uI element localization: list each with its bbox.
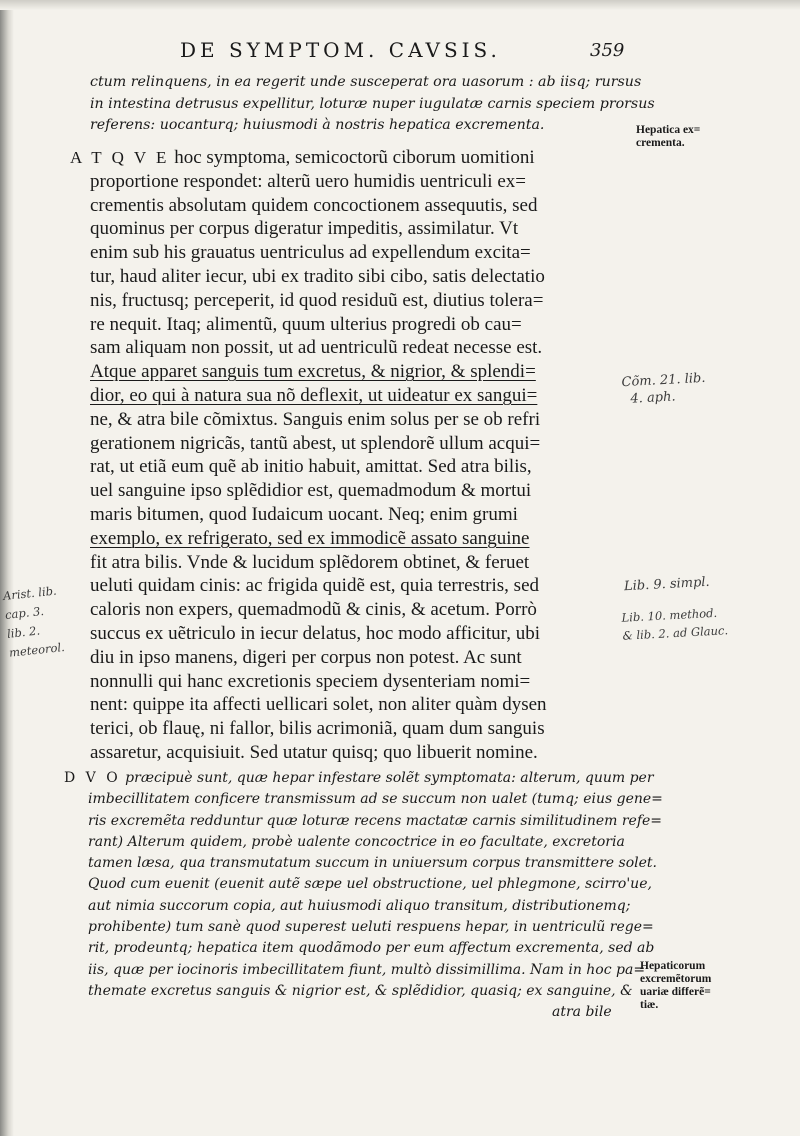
- text-line: ueluti quidam cinis: ac frigida quidẽ est, quia terrestris, sed: [90, 575, 540, 597]
- line-text: hoc symptoma, semicoctorũ ciborum uomitioni: [174, 147, 535, 168]
- margin-note-hepatica: [636, 124, 700, 150]
- margin-line: tiæ.: [640, 999, 659, 1011]
- text-line: [70, 146, 547, 170]
- text-line-underlined: Atque apparet sanguis tum excretus, & nigrior, & splendi=: [90, 361, 536, 383]
- margin-line: excremẽtorum: [640, 973, 712, 985]
- text-line: atra bile: [552, 1004, 612, 1021]
- text-line: diu in ipso manens, digeri per corpus non potest. Ac sunt: [90, 646, 522, 668]
- handwritten-line: Lib. 10. method.: [621, 605, 718, 625]
- text-line: assaretur, acquisiuit. Sed utatur quisq; quo libuerit nomine.: [90, 741, 538, 763]
- handwritten-note-right-2: [624, 574, 710, 595]
- text-line: sam aliquam non possit, ut ad uentriculũ redeat necesse est.: [90, 337, 543, 359]
- handwritten-line: Lib. 9. simpl.: [623, 574, 711, 595]
- text-line: quominus per corpus digeratur impeditis, assimilatur. Vt: [90, 218, 519, 240]
- text-line: nent: quippe ita affecti uellicari solet, non aliter quàm dysen: [90, 694, 547, 716]
- initial-words: A T Q V E: [70, 148, 170, 167]
- text-line: tamen læsa, qua transmutatum succum in uniuersum corpus transmittere solet.: [88, 855, 657, 872]
- running-head: DE SYMPTOM. CAVSIS.: [180, 38, 501, 62]
- text-line: rant) Alterum quidem, probè ualente concoctrice in eo facultate, excretoria: [88, 833, 625, 850]
- text-line: rat, ut etiã eum quẽ ab initio habuit, amittat. Sed atra bilis,: [90, 456, 532, 478]
- handwritten-line: lib. 2.: [6, 623, 41, 641]
- handwritten-note-right-3: [621, 603, 728, 644]
- text-line: fit atra bilis. Vnde & lucidum splẽdorem obtinet, & feruet: [90, 551, 530, 573]
- page-top-shadow: [0, 0, 800, 10]
- text-line: crementis absolutam quidem concoctionem assequutis, sed: [90, 194, 538, 216]
- text-line: Quod cum euenit (euenit autẽ sæpe uel obstructione, uel phlegmone, scirro'ue,: [88, 876, 652, 893]
- text-line: maris bitumen, quod Iudaicum uocant. Neq; enim grumi: [90, 503, 518, 525]
- text-line: aut nimia succorum copia, aut huiusmodi aliquo transitum, distributionemq;: [88, 897, 631, 914]
- handwritten-line: 4. aph.: [630, 389, 676, 407]
- text-line: enim sub his grauatus uentriculus ad expellendum excita=: [90, 242, 531, 264]
- margin-line: uariæ differẽ=: [640, 986, 711, 998]
- text-line: imbecillitatem conficere transmissum ad se succum non ualet (tumq; eius gene=: [88, 791, 663, 808]
- text-line: gerationem nigricãs, tantũ abest, ut splendorẽ ullum acqui=: [90, 432, 541, 454]
- second-paragraph: [64, 768, 663, 1024]
- text-line: uel sanguine ipso splẽdidior est, quemadmodum & mortui: [90, 480, 532, 502]
- page-binding-shadow: [0, 0, 14, 1136]
- text-line: nis, fructusq; perceperit, id quod residuũ est, diutius tolera=: [90, 289, 544, 311]
- text-line: re nequit. Itaq; alimentũ, quum ulterius progredi ob cau=: [90, 313, 522, 335]
- margin-line: crementa.: [636, 137, 685, 149]
- text-line: ne, & atra bile cõmixtus. Sanguis enim solus per se ob refri: [90, 408, 541, 430]
- handwritten-line: Arist. lib.: [2, 583, 58, 604]
- handwritten-line: & lib. 2. ad Glauc.: [622, 623, 729, 643]
- text-line: caloris non expers, quemadmodũ & cinis, & acetum. Porrò: [90, 599, 537, 621]
- text-line: themate excretus sanguis & nigrior est, & splẽdidior, quasiq; ex sanguine, &: [88, 982, 633, 999]
- margin-line: Hepaticorum: [640, 960, 706, 972]
- text-line: tur, haud aliter iecur, ubi ex tradito sibi cibo, satis delectatio: [90, 265, 545, 287]
- text-line: iis, quæ per iocinoris imbecillitatem fiunt, multò dissimillima. Nam in hoc pa=: [88, 961, 646, 978]
- text-line: ctum relinquens, in ea regerit unde susceperat ora uasorum : ab iisq; rursus: [90, 74, 642, 90]
- text-line-underlined: exemplo, ex refrigerato, sed ex immodicẽ assato sanguine: [90, 527, 530, 549]
- line-text: præcipuè sunt, quæ hepar infestare solẽt symptomata: alterum, quum per: [125, 770, 654, 786]
- margin-note-hepaticorum: [640, 960, 711, 1012]
- main-paragraph: [70, 146, 547, 765]
- text-line: in intestina detrusus expellitur, loturæ nuper iugulatæ carnis speciem prorsus: [90, 95, 655, 112]
- text-line: prohibente) tum sanè quod superest ueluti respuens hepar, in uentriculũ rege=: [88, 919, 654, 936]
- text-line: succus ex uẽtriculo in iecur delatus, hoc modo afficitur, ubi: [90, 622, 541, 644]
- initial-words: D V O: [64, 770, 121, 786]
- text-line-underlined: dior, eo qui à natura sua nõ deflexit, ut uideatur ex sangui=: [90, 384, 538, 406]
- text-line: rit, prodeuntq; hepatica item quodãmodo per eum affectum excrementa, sed ab: [88, 940, 655, 957]
- handwritten-line: cap. 3.: [4, 603, 45, 622]
- text-line: [64, 768, 663, 789]
- text-line: proportione respondet: alterũ uero humidis uentriculi ex=: [90, 170, 526, 192]
- intro-italic-block: [90, 72, 655, 137]
- text-line: terici, ob flauę, ni fallor, bilis acrimoniã, quam dum sanguis: [90, 718, 545, 740]
- margin-line: Hepatica ex=: [636, 124, 701, 136]
- page-number: 359: [590, 40, 625, 61]
- text-line: referens: uocanturq; huiusmodi à nostris hepatica excrementa.: [90, 117, 545, 133]
- handwritten-line: Cõm. 21. lib.: [621, 370, 706, 391]
- handwritten-note-right-1: [621, 370, 707, 408]
- handwritten-line: meteorol.: [8, 639, 66, 660]
- text-line: nonnulli qui hanc excretionis speciem dysenteriam nomi=: [90, 670, 531, 692]
- handwritten-note-left-1: [2, 581, 65, 662]
- text-line: ris excremẽta redduntur quæ loturæ recens mactatæ carnis similitudinem refe=: [88, 812, 663, 829]
